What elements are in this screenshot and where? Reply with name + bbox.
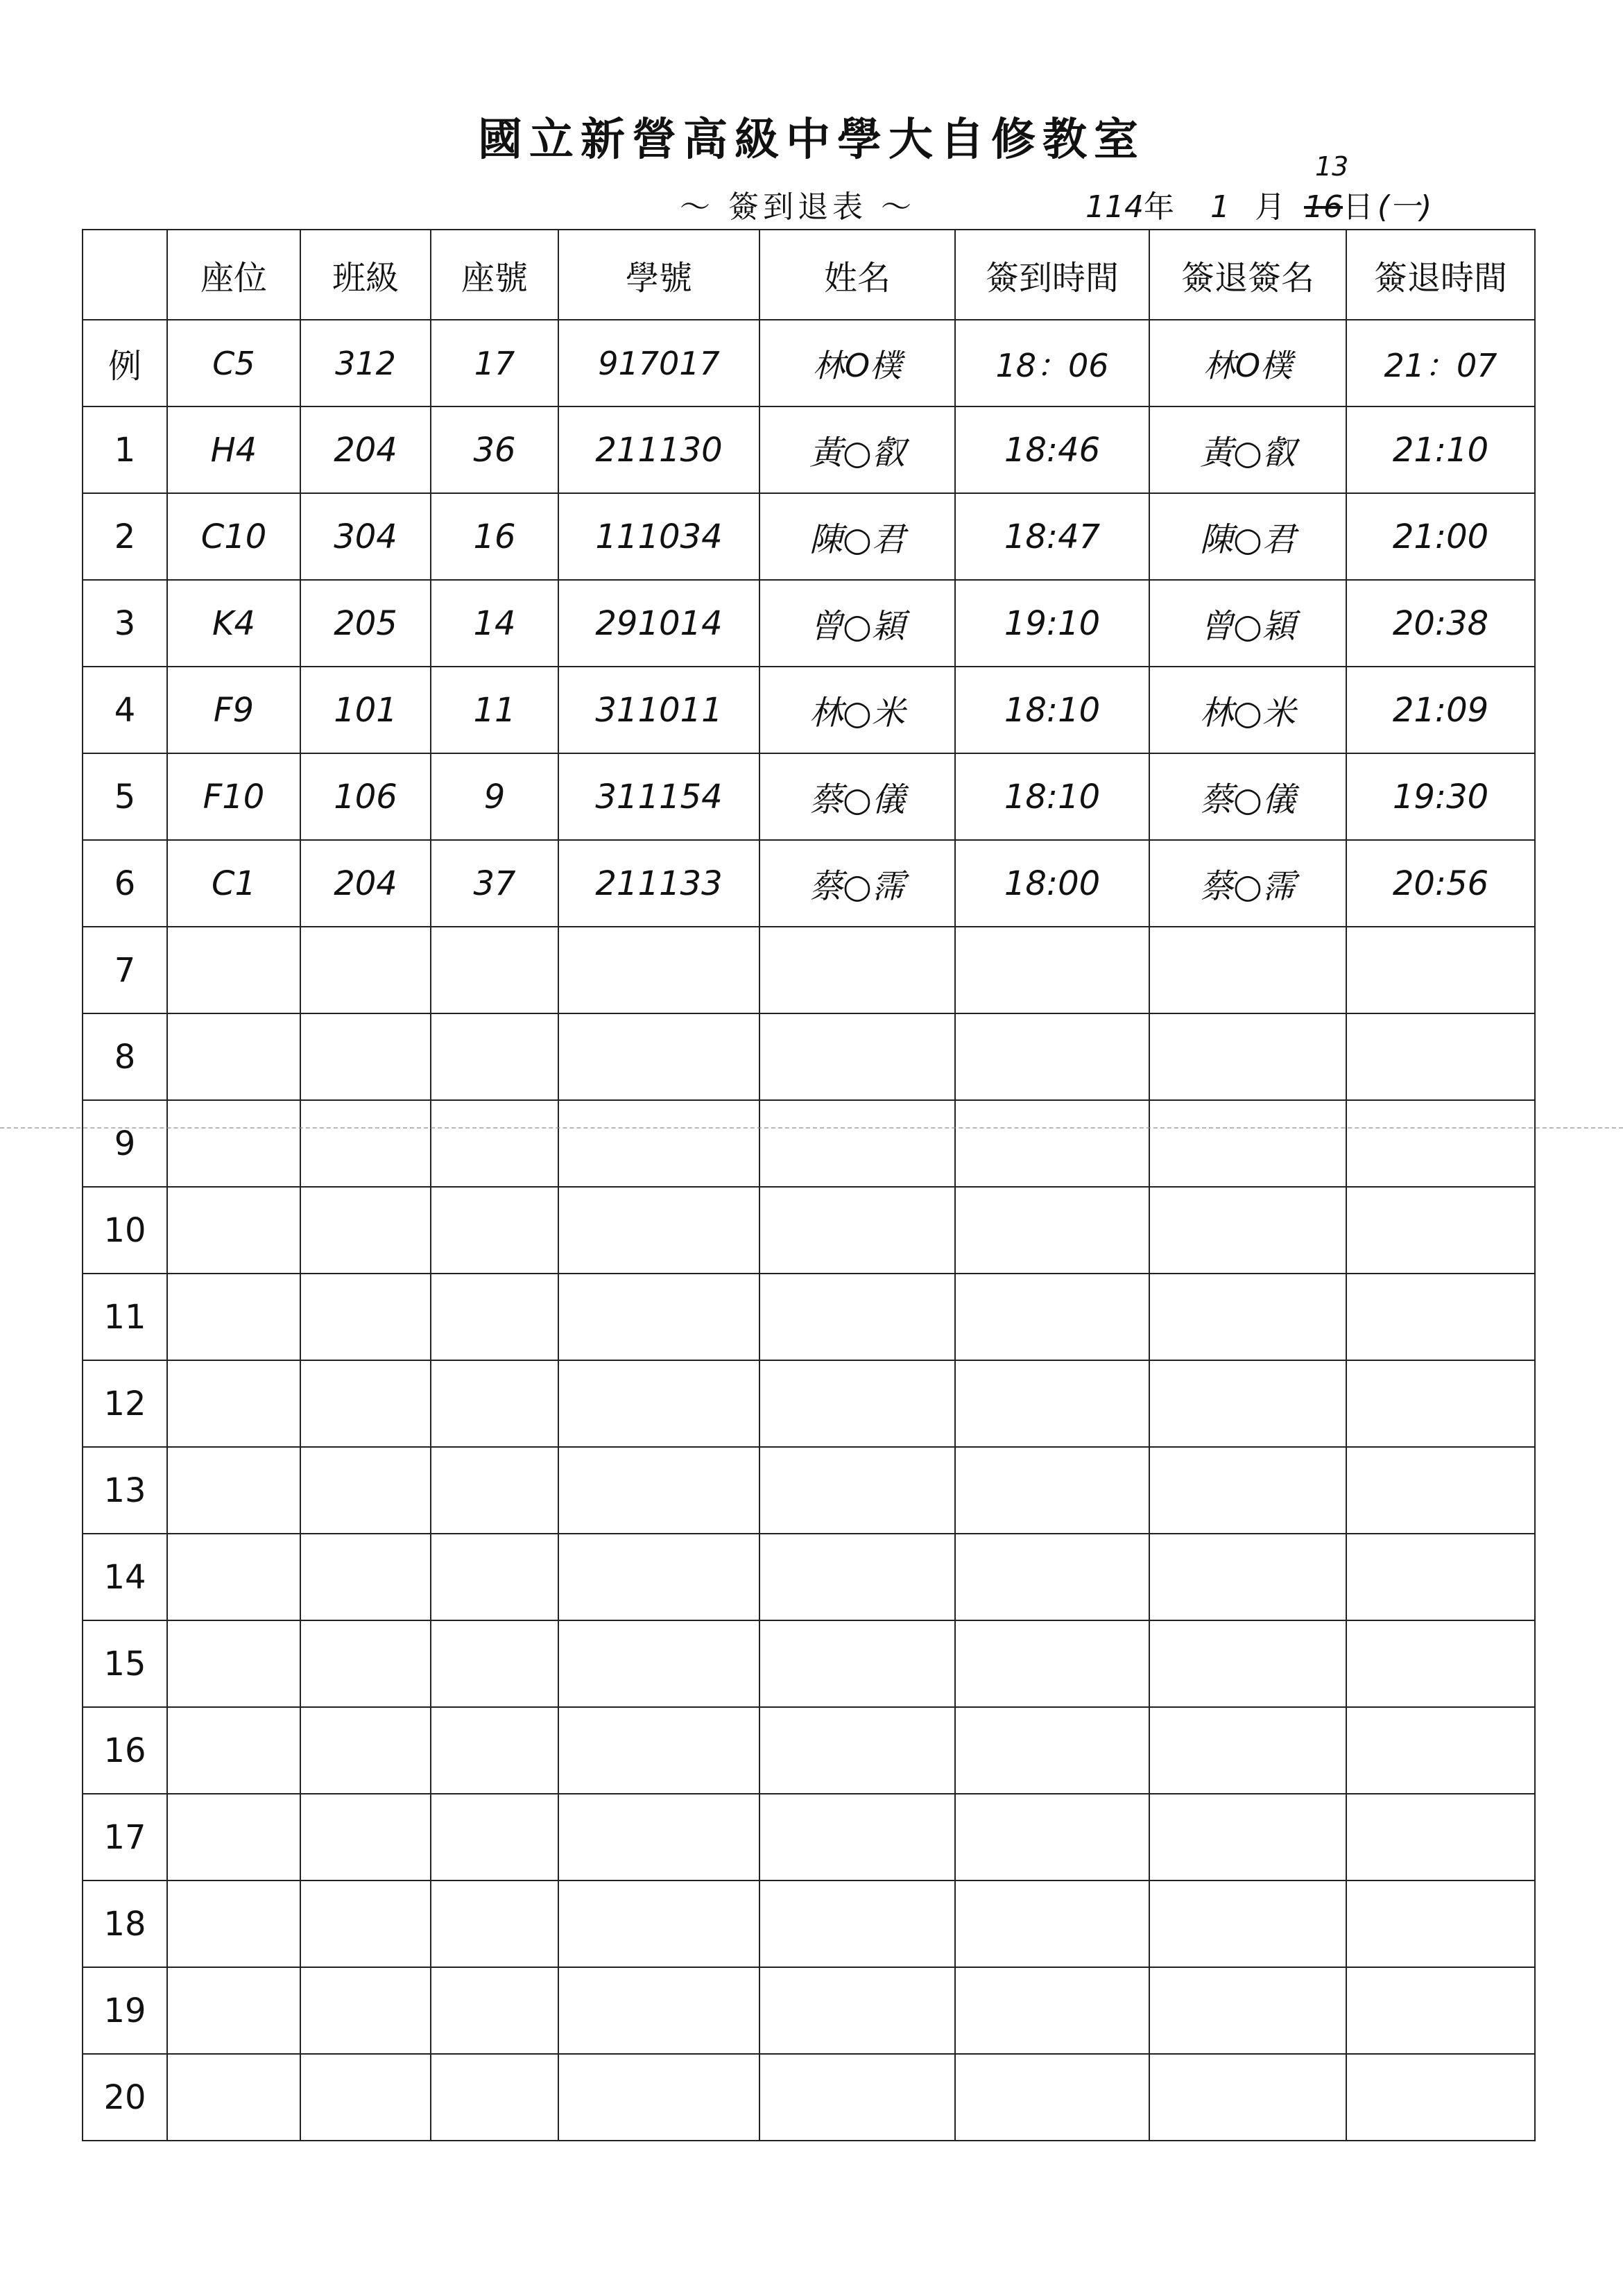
cell-in-time: 18：06 bbox=[955, 320, 1149, 406]
cell-signature bbox=[1149, 1534, 1346, 1620]
cell-seat bbox=[167, 1534, 300, 1620]
cell-seat: F9 bbox=[167, 667, 300, 753]
cell-in-time bbox=[955, 1360, 1149, 1447]
cell-seat bbox=[167, 1620, 300, 1707]
cell-signature bbox=[1149, 1447, 1346, 1534]
table-row bbox=[83, 1187, 1535, 1274]
cell-seat bbox=[167, 1274, 300, 1360]
cell-student-id bbox=[558, 1967, 759, 2054]
date-year-value: 114 bbox=[1085, 189, 1144, 225]
cell-signature: 蔡○霈 bbox=[1149, 840, 1346, 927]
table-header-row bbox=[83, 230, 1535, 320]
sign-in-table bbox=[82, 229, 1536, 2141]
row-number: 20 bbox=[83, 2054, 167, 2141]
form-title: 國立新營高級中學大自修教室 bbox=[478, 114, 1145, 166]
cell-in-time: 18:10 bbox=[955, 667, 1149, 753]
cell-seat bbox=[167, 2054, 300, 2141]
cell-class: 101 bbox=[300, 667, 431, 753]
cell-seat bbox=[167, 1100, 300, 1187]
cell-number bbox=[431, 1534, 558, 1620]
cell-name bbox=[759, 927, 955, 1013]
row-number: 10 bbox=[83, 1187, 167, 1274]
cell-in-time bbox=[955, 1100, 1149, 1187]
table-row bbox=[83, 667, 1535, 753]
cell-number: 37 bbox=[431, 840, 558, 927]
cell-number: 36 bbox=[431, 406, 558, 493]
cell-in-time bbox=[955, 1534, 1149, 1620]
cell-name: 陳○君 bbox=[759, 493, 955, 580]
cell-number bbox=[431, 927, 558, 1013]
cell-student-id bbox=[558, 1620, 759, 1707]
cell-number bbox=[431, 1967, 558, 2054]
cell-seat: C1 bbox=[167, 840, 300, 927]
cell-signature bbox=[1149, 1881, 1346, 1967]
table-row bbox=[83, 1447, 1535, 1534]
cell-class: 204 bbox=[300, 406, 431, 493]
cell-in-time: 18:00 bbox=[955, 840, 1149, 927]
cell-name bbox=[759, 1360, 955, 1447]
cell-student-id bbox=[558, 1187, 759, 1274]
cell-name bbox=[759, 1794, 955, 1881]
col-header-class: 班級 bbox=[300, 230, 431, 320]
cell-class bbox=[300, 1620, 431, 1707]
col-header-seat: 座位 bbox=[167, 230, 300, 320]
cell-out-time bbox=[1346, 1881, 1535, 1967]
cell-student-id: 311154 bbox=[558, 753, 759, 840]
row-number: 4 bbox=[83, 667, 167, 753]
row-number: 12 bbox=[83, 1360, 167, 1447]
cell-out-time: 21:00 bbox=[1346, 493, 1535, 580]
row-label: 例 bbox=[83, 320, 167, 406]
fold-line bbox=[0, 1127, 1623, 1129]
cell-out-time: 21:09 bbox=[1346, 667, 1535, 753]
cell-in-time bbox=[955, 1447, 1149, 1534]
row-number: 17 bbox=[83, 1794, 167, 1881]
cell-student-id bbox=[558, 1013, 759, 1100]
cell-number bbox=[431, 2054, 558, 2141]
cell-signature: 林O樸 bbox=[1149, 320, 1346, 406]
col-header-name: 姓名 bbox=[759, 230, 955, 320]
cell-signature bbox=[1149, 1620, 1346, 1707]
cell-number: 14 bbox=[431, 580, 558, 667]
row-number: 13 bbox=[83, 1447, 167, 1534]
row-number: 8 bbox=[83, 1013, 167, 1100]
cell-seat bbox=[167, 1707, 300, 1794]
cell-class bbox=[300, 1707, 431, 1794]
cell-in-time bbox=[955, 1274, 1149, 1360]
cell-name: 林O樸 bbox=[759, 320, 955, 406]
cell-class bbox=[300, 1360, 431, 1447]
cell-number: 9 bbox=[431, 753, 558, 840]
table-row bbox=[83, 753, 1535, 840]
cell-out-time bbox=[1346, 1534, 1535, 1620]
cell-class bbox=[300, 2054, 431, 2141]
cell-number bbox=[431, 1881, 558, 1967]
cell-in-time: 18:47 bbox=[955, 493, 1149, 580]
cell-number bbox=[431, 1013, 558, 1100]
cell-student-id bbox=[558, 1274, 759, 1360]
cell-in-time: 18:10 bbox=[955, 753, 1149, 840]
cell-name: 林○米 bbox=[759, 667, 955, 753]
cell-signature: 蔡○儀 bbox=[1149, 753, 1346, 840]
table-row bbox=[83, 2054, 1535, 2141]
cell-seat bbox=[167, 1967, 300, 2054]
cell-out-time: 20:38 bbox=[1346, 580, 1535, 667]
cell-number bbox=[431, 1447, 558, 1534]
row-number: 11 bbox=[83, 1274, 167, 1360]
row-number: 1 bbox=[83, 406, 167, 493]
cell-name: 蔡○儀 bbox=[759, 753, 955, 840]
cell-number: 16 bbox=[431, 493, 558, 580]
row-number: 7 bbox=[83, 927, 167, 1013]
row-number: 16 bbox=[83, 1707, 167, 1794]
cell-class bbox=[300, 1794, 431, 1881]
cell-out-time: 19:30 bbox=[1346, 753, 1535, 840]
cell-signature bbox=[1149, 1100, 1346, 1187]
cell-seat bbox=[167, 1881, 300, 1967]
date-day-corrected: 13 bbox=[1315, 151, 1349, 182]
example-row bbox=[83, 320, 1535, 406]
cell-out-time bbox=[1346, 927, 1535, 1013]
cell-signature bbox=[1149, 1707, 1346, 1794]
cell-out-time bbox=[1346, 1013, 1535, 1100]
cell-student-id bbox=[558, 927, 759, 1013]
cell-number bbox=[431, 1360, 558, 1447]
cell-class: 304 bbox=[300, 493, 431, 580]
cell-out-time bbox=[1346, 2054, 1535, 2141]
cell-name bbox=[759, 1881, 955, 1967]
cell-in-time bbox=[955, 1881, 1149, 1967]
cell-name: 蔡○霈 bbox=[759, 840, 955, 927]
cell-in-time bbox=[955, 1620, 1149, 1707]
cell-seat: H4 bbox=[167, 406, 300, 493]
col-header-out-time: 簽退時間 bbox=[1346, 230, 1535, 320]
form-subtitle: ～ 簽到退表 ～ bbox=[680, 189, 916, 225]
table-row bbox=[83, 1707, 1535, 1794]
cell-number: 11 bbox=[431, 667, 558, 753]
table-row bbox=[83, 1967, 1535, 2054]
cell-signature bbox=[1149, 2054, 1346, 2141]
cell-number bbox=[431, 1274, 558, 1360]
cell-class bbox=[300, 1013, 431, 1100]
table-row bbox=[83, 493, 1535, 580]
table-row bbox=[83, 1534, 1535, 1620]
cell-in-time: 19:10 bbox=[955, 580, 1149, 667]
cell-name bbox=[759, 1013, 955, 1100]
cell-out-time bbox=[1346, 1794, 1535, 1881]
cell-number bbox=[431, 1794, 558, 1881]
row-number: 14 bbox=[83, 1534, 167, 1620]
cell-out-time bbox=[1346, 1620, 1535, 1707]
row-number: 15 bbox=[83, 1620, 167, 1707]
table-row bbox=[83, 1274, 1535, 1360]
row-number: 6 bbox=[83, 840, 167, 927]
cell-in-time bbox=[955, 927, 1149, 1013]
row-number: 9 bbox=[83, 1100, 167, 1187]
cell-signature: 黃○叡 bbox=[1149, 406, 1346, 493]
col-header-student-id: 學號 bbox=[558, 230, 759, 320]
cell-in-time bbox=[955, 2054, 1149, 2141]
cell-seat bbox=[167, 1187, 300, 1274]
cell-student-id bbox=[558, 1534, 759, 1620]
cell-name bbox=[759, 2054, 955, 2141]
cell-student-id bbox=[558, 1881, 759, 1967]
col-header-number: 座號 bbox=[431, 230, 558, 320]
col-header-index bbox=[83, 230, 167, 320]
cell-number bbox=[431, 1100, 558, 1187]
cell-out-time bbox=[1346, 1707, 1535, 1794]
cell-name bbox=[759, 1967, 955, 2054]
cell-number bbox=[431, 1620, 558, 1707]
date-year bbox=[1085, 182, 1174, 226]
date-year-label: 年 bbox=[1143, 189, 1174, 225]
row-number: 3 bbox=[83, 580, 167, 667]
cell-seat bbox=[167, 1013, 300, 1100]
cell-class bbox=[300, 1187, 431, 1274]
row-number: 2 bbox=[83, 493, 167, 580]
date-weekday: (一) bbox=[1377, 189, 1432, 225]
cell-out-time bbox=[1346, 1360, 1535, 1447]
table-row bbox=[83, 1360, 1535, 1447]
cell-class: 205 bbox=[300, 580, 431, 667]
cell-student-id: 111034 bbox=[558, 493, 759, 580]
row-number: 5 bbox=[83, 753, 167, 840]
cell-class bbox=[300, 1447, 431, 1534]
cell-seat bbox=[167, 1360, 300, 1447]
cell-class bbox=[300, 1967, 431, 2054]
cell-in-time bbox=[955, 1967, 1149, 2054]
cell-class bbox=[300, 1534, 431, 1620]
cell-in-time bbox=[955, 1707, 1149, 1794]
col-header-signature: 簽退簽名 bbox=[1149, 230, 1346, 320]
table-row bbox=[83, 927, 1535, 1013]
cell-signature bbox=[1149, 1360, 1346, 1447]
date-month-label: 月 bbox=[1255, 189, 1285, 225]
cell-out-time bbox=[1346, 1967, 1535, 2054]
cell-in-time: 18:46 bbox=[955, 406, 1149, 493]
cell-in-time bbox=[955, 1794, 1149, 1881]
table-row bbox=[83, 1620, 1535, 1707]
cell-seat: C10 bbox=[167, 493, 300, 580]
cell-out-time bbox=[1346, 1274, 1535, 1360]
cell-student-id bbox=[558, 1707, 759, 1794]
row-number: 19 bbox=[83, 1967, 167, 2054]
cell-seat bbox=[167, 927, 300, 1013]
cell-out-time bbox=[1346, 1447, 1535, 1534]
cell-class bbox=[300, 1881, 431, 1967]
cell-signature bbox=[1149, 1967, 1346, 2054]
cell-in-time bbox=[955, 1187, 1149, 1274]
cell-name: 黃○叡 bbox=[759, 406, 955, 493]
table-row bbox=[83, 1100, 1535, 1187]
cell-class: 312 bbox=[300, 320, 431, 406]
cell-signature: 林○米 bbox=[1149, 667, 1346, 753]
cell-seat: F10 bbox=[167, 753, 300, 840]
cell-seat: C5 bbox=[167, 320, 300, 406]
cell-signature: 陳○君 bbox=[1149, 493, 1346, 580]
cell-name bbox=[759, 1100, 955, 1187]
cell-name bbox=[759, 1620, 955, 1707]
cell-seat: K4 bbox=[167, 580, 300, 667]
cell-name bbox=[759, 1187, 955, 1274]
date-day-label: 日 bbox=[1343, 189, 1373, 225]
cell-signature: 曾○穎 bbox=[1149, 580, 1346, 667]
cell-student-id: 211133 bbox=[558, 840, 759, 927]
date-month bbox=[1210, 182, 1285, 226]
cell-class bbox=[300, 927, 431, 1013]
table-row bbox=[83, 580, 1535, 667]
cell-name bbox=[759, 1707, 955, 1794]
cell-student-id bbox=[558, 1100, 759, 1187]
cell-signature bbox=[1149, 1274, 1346, 1360]
date-month-value: 1 bbox=[1210, 189, 1230, 225]
cell-student-id bbox=[558, 1360, 759, 1447]
cell-student-id bbox=[558, 1447, 759, 1534]
cell-number: 17 bbox=[431, 320, 558, 406]
table-row bbox=[83, 406, 1535, 493]
cell-name bbox=[759, 1274, 955, 1360]
cell-signature bbox=[1149, 1187, 1346, 1274]
cell-seat bbox=[167, 1794, 300, 1881]
cell-seat bbox=[167, 1447, 300, 1534]
cell-number bbox=[431, 1187, 558, 1274]
cell-signature bbox=[1149, 1013, 1346, 1100]
row-number: 18 bbox=[83, 1881, 167, 1967]
cell-class bbox=[300, 1274, 431, 1360]
cell-name bbox=[759, 1447, 955, 1534]
cell-class bbox=[300, 1100, 431, 1187]
cell-out-time: 21：07 bbox=[1346, 320, 1535, 406]
cell-student-id: 211130 bbox=[558, 406, 759, 493]
cell-name: 曾○穎 bbox=[759, 580, 955, 667]
cell-out-time bbox=[1346, 1187, 1535, 1274]
cell-out-time: 21:10 bbox=[1346, 406, 1535, 493]
table-row bbox=[83, 1881, 1535, 1967]
date-day-struck: 16 bbox=[1304, 189, 1343, 225]
cell-student-id: 311011 bbox=[558, 667, 759, 753]
cell-student-id: 917017 bbox=[558, 320, 759, 406]
table-row bbox=[83, 1013, 1535, 1100]
cell-out-time: 20:56 bbox=[1346, 840, 1535, 927]
cell-out-time bbox=[1346, 1100, 1535, 1187]
cell-student-id bbox=[558, 2054, 759, 2141]
cell-signature bbox=[1149, 927, 1346, 1013]
cell-in-time bbox=[955, 1013, 1149, 1100]
col-header-in-time: 簽到時間 bbox=[955, 230, 1149, 320]
cell-class: 106 bbox=[300, 753, 431, 840]
cell-number bbox=[431, 1707, 558, 1794]
table-row bbox=[83, 1794, 1535, 1881]
date-day bbox=[1304, 182, 1432, 226]
cell-name bbox=[759, 1534, 955, 1620]
cell-signature bbox=[1149, 1794, 1346, 1881]
cell-class: 204 bbox=[300, 840, 431, 927]
table-row bbox=[83, 840, 1535, 927]
cell-student-id bbox=[558, 1794, 759, 1881]
cell-student-id: 291014 bbox=[558, 580, 759, 667]
